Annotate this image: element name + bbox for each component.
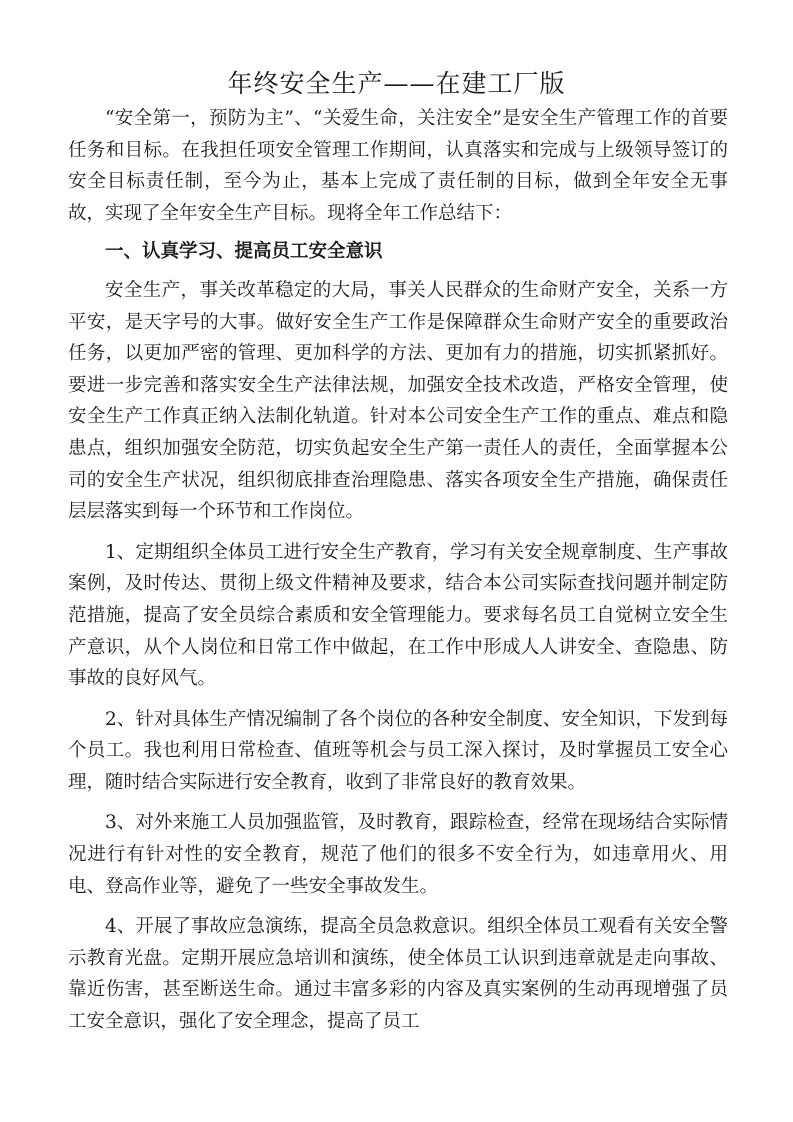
section-paragraph: 安全生产，事关改革稳定的大局，事关人民群众的生命财产安全，关系一方平安，是天字号的大事。做好安全生产工作是保障群众生命财产安全的重要政治任务，以更加严密的管理、更加科学的方法、更加有力的措施，切实抓紧抓好。要进一步完善和落实安全生产法律法规，加强安全技术改造，严格安全管理，使安全生产工作真正纳入法制化轨道。针对本公司安全生产工作的重点、难点和隐患点，组织加强安全防范，切实负起安全生产第一责任人的责任，全面掌握本公司的安全生产状况，组织彻底排查治理隐患、落实各项安全生产措施，确保责任层层落实到每一个环节和工作岗位。 — [68, 279, 728, 523]
list-item-2: 2、针对具体生产情况编制了各个岗位的各种安全制度、安全知识，下发到每个员工。我也利用日常检查、值班等机会与员工深入探讨，及时掌握员工安全心理，随时结合实际进行安全教育，收到了非常良好的教育效果。 — [68, 708, 728, 793]
section-heading: 一、认真学习、提高员工安全意识 — [105, 241, 383, 263]
intro-paragraph: “安全第一，预防为主”、“关爱生命，关注安全”是安全生产管理工作的首要任务和目标。在我担任项安全管理工作期间，认真落实和完成与上级领导签订的安全目标责任制，至今为止，基本上完成了责任制的目标，做到全年安全无事故，实现了全年安全生产目标。现将全年工作总结下： — [68, 108, 728, 224]
list-item-3: 3、对外来施工人员加强监管，及时教育，跟踪检查，经常在现场结合实际情况进行有针对性的安全教育，规范了他们的很多不安全行为，如违章用火、用电、登高作业等，避免了一些安全事故发生。 — [68, 812, 728, 897]
document-title: 年终安全生产——在建工厂版 — [227, 69, 566, 98]
document-body — [68, 103, 728, 1038]
list-item-4: 4、开展了事故应急演练，提高全员急救意识。组织全体员工观看有关安全警示教育光盘。定期开展应急培训和演练，使全体员工认识到违章就是走向事故、靠近伤害，甚至断送生命。通过丰富多彩的内容及真实案例的生动再现增强了员工安全意识，强化了安全理念，提高了员工 — [68, 916, 728, 1033]
list-item-1: 1、定期组织全体员工进行安全生产教育，学习有关安全规章制度、生产事故案例，及时传达、贯彻上级文件精神及要求，结合本公司实际查找问题并制定防范措施，提高了安全员综合素质和安全管理能力。要求每名员工自觉树立安全生产意识，从个人岗位和日常工作中做起，在工作中形成人人讲安全、查隐患、防事故的良好风气。 — [68, 541, 728, 690]
